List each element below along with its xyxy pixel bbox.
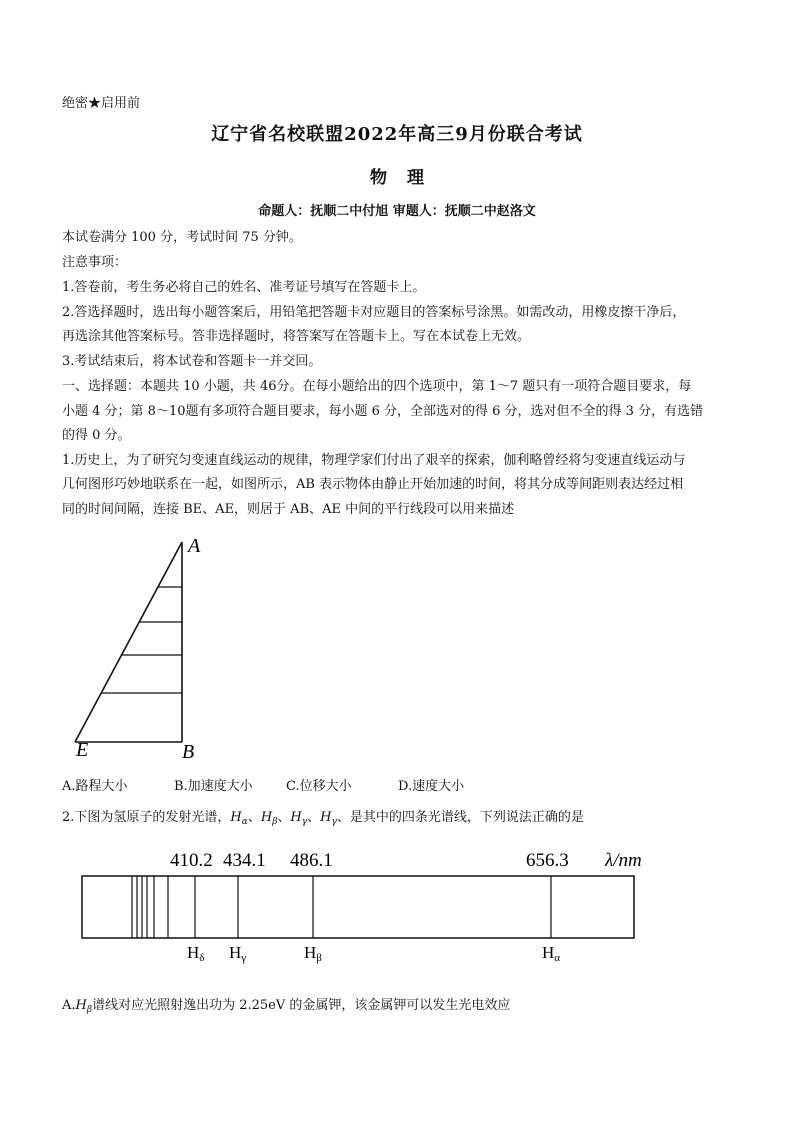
- q1-option-d: D.速度大小: [398, 779, 465, 794]
- wavelength-656: 656.3: [526, 850, 569, 871]
- authors-line: 命题人：抚顺二中付旭 审题人：抚顺二中赵洛文: [258, 204, 536, 219]
- subject-title: 物 理: [370, 168, 424, 188]
- q1-option-a: A.路程大小: [62, 779, 128, 794]
- q1-options: [62, 775, 464, 794]
- label-h-beta: Hβ: [304, 943, 322, 964]
- label-a: A: [188, 535, 201, 557]
- q2-option-a: $A.H_\beta$谱线对应光照射逸出功为 2.25eV 的金属钾，该金属钾可以发生光电效应: [62, 998, 511, 1015]
- exam-title: 辽宁省名校联盟2022年高三9月份联合考试: [211, 124, 583, 145]
- score-time-line: 本试卷满分 100 分，考试时间 75 分钟。: [62, 230, 302, 245]
- wavelength-486: 486.1: [290, 850, 333, 871]
- q1-option-b: B.加速度大小: [174, 779, 253, 794]
- label-b: B: [182, 741, 195, 763]
- notice-3: 3.考试结束后，将本试卷和答题卡一并交回。: [62, 354, 322, 369]
- segment-ae: [75, 542, 182, 742]
- label-h-alpha: Hα: [542, 943, 561, 964]
- label-e: E: [76, 739, 89, 761]
- notice-2a: 2.答选择题时，选出每小题答案后，用铅笔把答题卡对应题目的答案标号涂黑。如需改动，用橡皮擦干净后，: [62, 305, 686, 320]
- notice-2b: 再选涂其他答案标号。答非选择题时，将答案写在答题卡上。写在本试卷上无效。: [62, 329, 531, 344]
- wavelength-unit: λ/nm: [605, 850, 642, 871]
- label-h-delta: Hδ: [187, 943, 205, 964]
- q1-line2: 几何图形巧妙地联系在一起，如图所示，AB 表示物体由静止开始加速的时间，将其分成等间距则表达经过相: [62, 477, 684, 492]
- q1-triangle-figure: [70, 530, 220, 765]
- section1-line2: 小题 4 分；第 8～10题有多项符合题目要求，每小题 6 分，全部选对的得 6 分，选对但不全的得 3 分，有选错: [62, 404, 704, 419]
- wavelength-410: 410.2: [170, 850, 213, 871]
- label-h-gamma: Hγ: [229, 943, 247, 964]
- wavelength-434: 434.1: [223, 850, 266, 871]
- q1-line3: 同的时间间隔，连接 BE、AE，则居于 AB、AE 中间的平行线段可以用来描述: [62, 502, 515, 517]
- q2-stem: 2.下图为氢原子的发射光谱，$H_\alpha$、$H_\beta$、$H_\gamma$、$H_\gamma$、是其中的四条光谱线，下列说法正确的是: [62, 810, 584, 827]
- q1-line1: 1.历史上，为了研究匀变速直线运动的规律，物理学家们付出了艰辛的探索，伽利略曾经将匀变速直线运动与: [62, 453, 686, 468]
- section1-line1: 一、选择题：本题共 10 小题，共 46分。在每小题给出的四个选项中，第 1～7 题只有一项符合题目要求，每: [62, 379, 692, 394]
- section1-line3: 的得 0 分。: [62, 428, 131, 443]
- notice-1: 1.答卷前，考生务必将自己的姓名、准考证号填写在答题卡上。: [62, 280, 426, 295]
- hydrogen-spectrum-figure: [70, 842, 660, 972]
- q1-option-c: C.位移大小: [286, 779, 352, 794]
- confidential-mark: 绝密★启用前: [62, 96, 141, 111]
- notice-title: 注意事项：: [62, 255, 128, 270]
